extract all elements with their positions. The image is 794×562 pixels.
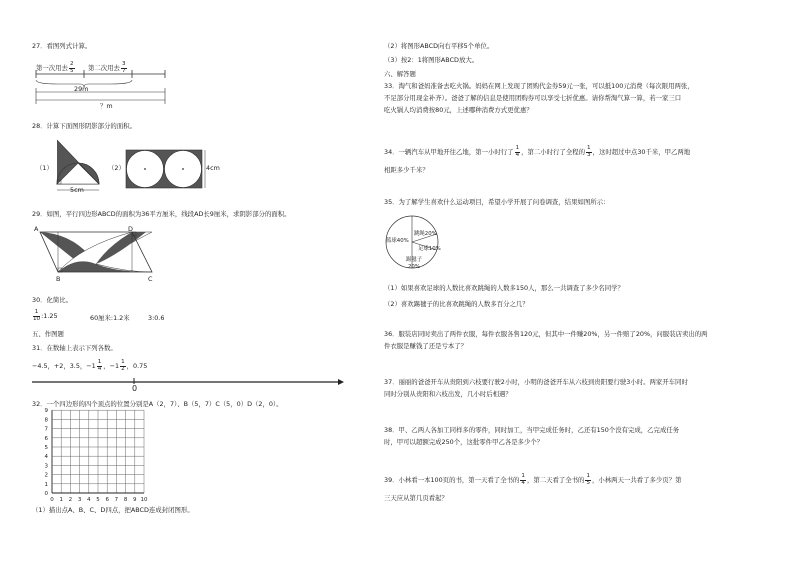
pie-label-shuttlecock: 踢毽子20% (405, 257, 423, 270)
q29-label-a: A (34, 225, 39, 233)
q31-origin: 0 (132, 384, 138, 393)
y-tick-label: 6 (44, 435, 48, 442)
q27-title: 27．看图列式计算。 (32, 42, 92, 50)
q28-fig1-tag: （1） (36, 164, 53, 172)
pie-label-basketball: 篮球40% (386, 238, 409, 244)
q30-ratio-2: 60厘米:1.2米 (90, 314, 130, 322)
x-tick-label: 6 (105, 497, 109, 503)
x-tick-label: 2 (68, 497, 73, 503)
q30-ratio-3: 3:0.6 (148, 314, 165, 322)
q37-text: 37．丽丽的爸爸开车从贵阳到六枝要行驶2小时，小明的爸爸开车从六枝到贵阳要行驶3小时。两家开车同时 同时分别从贵阳和六枝出发，几小时后相遇？ (384, 378, 688, 399)
q33-text: 33．淘气和爸妈准备去吃火锅。妈妈在网上发现了团购代金券59元一张，可以抵100元消费（每次限用两张， 不足部分用现金补齐）。爸爸了解的信息是使用团购券可以享受七折优惠。请你帮淘气算一算，若一家三口 吃火锅人均消费按80元，上述哪种消费方式更优惠？ (384, 82, 694, 115)
q32-title: 32．一个四边形的四个顶点的位置分别是A（2，7）、B（5，7）C（5，0）D（2，0）。 (32, 400, 283, 408)
x-tick-label: 5 (96, 497, 100, 503)
q27-second-fraction: $\frac{3}{7}$ (121, 61, 126, 74)
q29-label-c: C (148, 275, 153, 283)
q32-coordinate-grid (40, 408, 180, 503)
x-tick-label: 7 (114, 497, 119, 503)
section-6-heading: 六、解答题 (384, 70, 416, 78)
y-tick-label: 7 (44, 426, 48, 433)
q35-sub-2: （2）喜欢踢毽子的比喜欢跳绳的人数多百分之几？ (384, 300, 529, 308)
q30-ratio-1: $\frac{1}{10}$ :1.25 (33, 309, 58, 322)
y-tick-label: 8 (44, 417, 48, 424)
q32-sub-3: （3）按2：1将图形ABCD放大。 (384, 56, 479, 64)
q38-text: 38．甲、乙两人各加工同样多的零件，同时加工，当甲完成任务时，乙还有150个没有完成，乙完成任务 时，甲可以超额完成250个，这批零件甲乙各是多少个？ (384, 426, 680, 447)
q28-fig1-dim: 5cm (70, 186, 84, 194)
y-tick-label: 2 (44, 472, 48, 479)
y-tick-label: 0 (44, 491, 48, 497)
x-tick-label: 8 (123, 497, 128, 503)
q34-line-1: 34．一辆汽车从甲地开往乙地，第一小时行了 $\frac{1}{4}$ ，第二小时行了全程的 $\frac{1}{3}$ ，这时超过中点30千米，甲乙两地 (384, 145, 691, 158)
q29-label-b: B (56, 275, 61, 283)
x-tick-label: 9 (133, 497, 137, 503)
x-tick-label: 1 (59, 497, 63, 503)
q27-first-label: 第一次用去 $\frac{2}{5}$ (36, 61, 74, 74)
q32-sub-1: （1）描出点A、B、C、D四点，把ABCD连成封闭图形。 (32, 506, 194, 514)
x-tick-label: 3 (77, 497, 82, 503)
q27-second-label: 第二次用去 $\frac{3}{7}$ (88, 61, 126, 74)
q31-title: 31．在数轴上表示下列各数。 (32, 344, 117, 352)
q31-numbers: −4.5，+2，3.5，−1 $\frac{1}{4}$ ，−1 $\frac{1}{2}$ ，0.75 (32, 359, 148, 372)
q39-line-2: 三天应从第几页看起？ (384, 494, 448, 502)
q27-unknown-label: ？m (100, 102, 113, 110)
q28-fig2 (126, 150, 216, 195)
y-tick-label: 9 (44, 408, 48, 415)
q29-title: 29．如图，平行四边形ABCD的面积为36平方厘米，线段AD长9厘米，求阴影部分的面积。 (32, 210, 291, 218)
x-tick-label: 0 (50, 497, 54, 503)
q27-first-fraction: $\frac{2}{5}$ (69, 61, 74, 74)
q28-fig2-dim: 4cm (206, 164, 220, 172)
q35-sub-1: （1）如果喜欢足球的人数比喜欢跳绳的人数多150人，那么一共调查了多少名同学？ (384, 284, 624, 292)
q28-title: 28．计算下面图形阴影部分的面积。 (32, 122, 136, 130)
q27-total-label: 29m (74, 85, 89, 93)
q31-number-line (30, 376, 350, 396)
q30-title: 30．化简比。 (32, 296, 73, 304)
x-tick-label: 10 (140, 497, 148, 503)
x-tick-label: 4 (87, 497, 91, 503)
q29-label-d: D (128, 225, 133, 233)
q34-line-2: 相距多少千米？ (384, 166, 429, 174)
q39-line-1: 39．小林看一本100页的书，第一天看了全书的 $\frac{1}{4}$ ，第二天看了全书的 $\frac{1}{5}$ ，小林两天一共看了多少页？第 (384, 473, 682, 486)
pie-label-football: 足球10% (418, 246, 441, 252)
y-tick-label: 4 (44, 454, 48, 461)
q35-title: 35．为了解学生喜欢什么运动项目，希望小学开展了问卷调查，结果如图所示： (384, 198, 610, 206)
y-tick-label: 3 (44, 463, 48, 470)
section-5-heading: 五、作图题 (32, 330, 64, 338)
q27-line-diagram (30, 60, 200, 110)
y-tick-label: 5 (44, 445, 48, 451)
q32-sub-2: （2）将图形ABCD向右平移5个单位。 (384, 42, 494, 50)
y-tick-label: 1 (44, 481, 48, 488)
pie-label-rope: 跳绳20% (414, 231, 437, 237)
q28-fig2-tag: （2） (108, 164, 125, 172)
q36-text: 36．服装店同时卖出了两件衣服，每件衣服各售120元，但其中一件赚20%，另一件赔了20%，问服装店卖出的两 件衣服是赚钱了还是亏本了？ (384, 330, 708, 351)
